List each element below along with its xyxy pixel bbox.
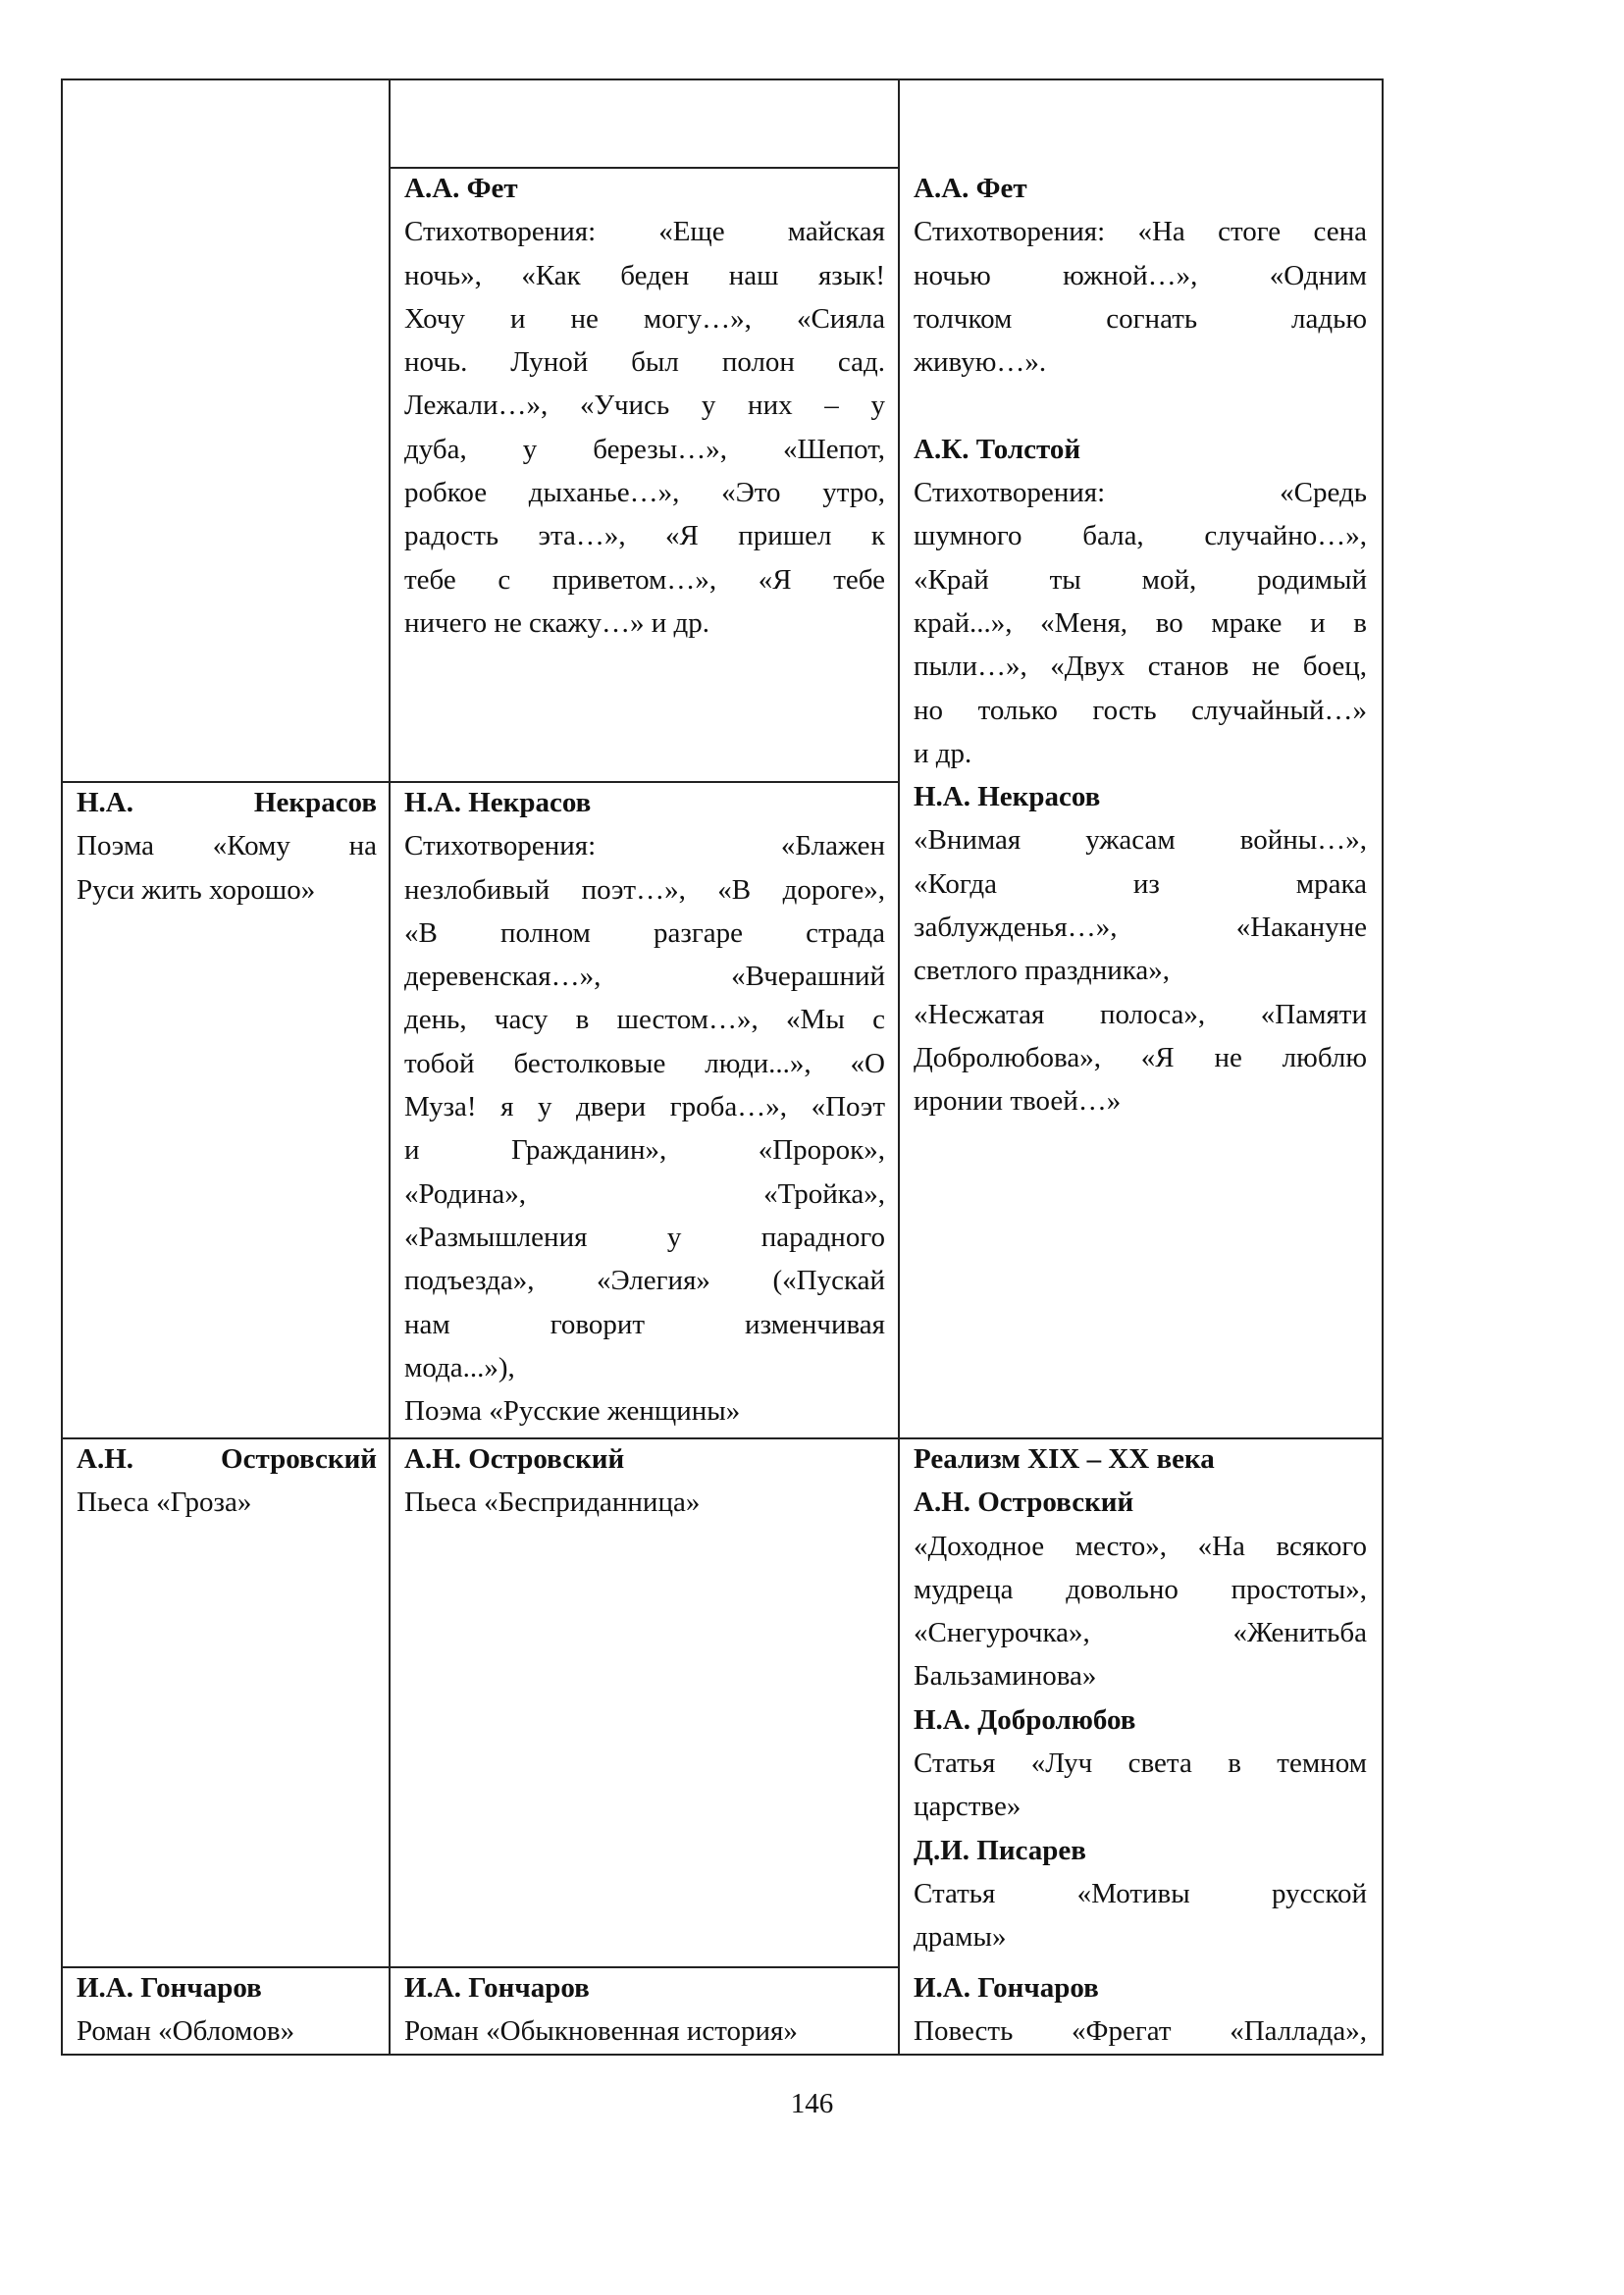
author-name: И.А. Гончаров xyxy=(914,1972,1099,2004)
work-line: Поэма «Кому на xyxy=(77,830,377,862)
work-line: «Доходное место», «На всякого xyxy=(914,1530,1367,1562)
work-line: Поэма «Русские женщины» xyxy=(404,1395,741,1428)
work-line: и др. xyxy=(914,737,972,769)
work-line: Бальзаминова» xyxy=(914,1660,1097,1693)
work-line: «Внимая ужасам войны…», xyxy=(914,824,1367,857)
work-line: нам говорит изменчивая xyxy=(404,1308,885,1340)
work-line: толчком согнать ладью xyxy=(914,302,1367,335)
work-line: робкое дыханье…», «Это утро, xyxy=(404,477,885,509)
work-line: Роман «Обломов» xyxy=(77,2015,295,2048)
work-line: Руси жить хорошо» xyxy=(77,873,316,906)
work-line: мудреца довольно простоты», xyxy=(914,1573,1367,1605)
work-line: Хочу и не могу…», «Сияла xyxy=(404,302,885,335)
work-line: радость эта…», «Я пришел к xyxy=(404,520,885,552)
col1-nekrasov-cell xyxy=(77,781,377,912)
spacer xyxy=(914,384,1367,427)
author-name: А.Н. Островский xyxy=(404,1443,625,1475)
work-line: «Родина», «Тройка», xyxy=(404,1177,885,1210)
table-border-col2 xyxy=(898,78,900,2056)
author-name: А.А. Фет xyxy=(404,173,518,204)
author-name: А.Н. Островский xyxy=(914,1487,1134,1519)
work-line: заблужденья…», «Накануне xyxy=(914,912,1367,944)
work-line: ничего не скажу…» и др. xyxy=(404,606,710,639)
work-line: живую…». xyxy=(914,346,1047,379)
work-line: Пьеса «Бесприданница» xyxy=(404,1487,701,1519)
work-line: Стихотворения: «Средь xyxy=(914,477,1367,509)
table-border-col1 xyxy=(389,78,391,2056)
author-name: А.К. Толстой xyxy=(914,433,1081,465)
col3-upper-cell xyxy=(914,167,1367,1123)
work-line: «Когда из мрака xyxy=(914,867,1367,900)
col1-ostrovsky-cell xyxy=(77,1437,377,1525)
work-line: Лежали…», «Учись у них – у xyxy=(404,390,885,422)
work-line: край...», «Меня, во мраке и в xyxy=(914,606,1367,639)
col2-goncharov-cell xyxy=(404,1966,885,2054)
work-line: «Снегурочка», «Женитьба xyxy=(914,1617,1367,1649)
work-line: царстве» xyxy=(914,1791,1022,1823)
work-line: «Несжатая полоса», «Памяти xyxy=(914,998,1367,1030)
col2-fet-cell xyxy=(404,167,885,645)
work-line: шумного бала, случайно…», xyxy=(914,520,1367,552)
literature-table xyxy=(61,78,1384,2056)
work-line: Роман «Обыкновенная история» xyxy=(404,2015,798,2048)
work-line: иронии твоей…» xyxy=(914,1085,1122,1118)
page-number: 146 xyxy=(790,2088,834,2119)
work-line: драмы» xyxy=(914,1921,1007,1954)
author-name: Н.А. Некрасов xyxy=(404,787,592,818)
author-name: Д.И. Писарев xyxy=(914,1834,1086,1866)
work-line: Добролюбова», «Я не люблю xyxy=(914,1041,1367,1073)
table-border-bottom xyxy=(61,2054,1384,2056)
work-line: дуба, у березы…», «Шепот, xyxy=(404,433,885,465)
col2-ostrovsky-cell xyxy=(404,1437,885,1525)
author-name: Н.А. Некрасов xyxy=(77,787,377,818)
table-border-left xyxy=(61,78,63,2056)
work-line: Статья «Мотивы русской xyxy=(914,1877,1367,1909)
author-name: Н.А. Некрасов xyxy=(914,781,1101,813)
author-name: Н.А. Добролюбов xyxy=(914,1703,1136,1736)
work-line: день, часу в шестом…», «Мы с xyxy=(404,1004,885,1036)
section-heading: Реализм XIX – XX века xyxy=(914,1443,1215,1475)
work-line: Пьеса «Гроза» xyxy=(77,1487,252,1519)
work-line: тобой бестолковые люди...», «О xyxy=(404,1047,885,1079)
work-line: Повесть «Фрегат «Паллада», xyxy=(914,2015,1367,2048)
work-line: Стихотворения: «На стоге сена xyxy=(914,216,1367,248)
work-line: незлобивый поэт…», «В дороге», xyxy=(404,873,885,906)
work-line: Муза! я у двери гроба…», «Поэт xyxy=(404,1091,885,1123)
work-line: Стихотворения: «Еще майская xyxy=(404,216,885,248)
work-line: «Край ты мой, родимый xyxy=(914,563,1367,596)
work-line: но только гость случайный…» xyxy=(914,694,1367,726)
work-line: Стихотворения: «Блажен xyxy=(404,830,885,862)
work-line: тебе с приветом…», «Я тебе xyxy=(404,563,885,596)
work-line: мода...»), xyxy=(404,1351,515,1383)
work-line: «Размышления у парадного xyxy=(404,1221,885,1253)
work-line: подъезда», «Элегия» («Пускай xyxy=(404,1265,885,1297)
work-line: пыли…», «Двух станов не боец, xyxy=(914,651,1367,683)
work-line: ночью южной…», «Одним xyxy=(914,259,1367,291)
col3-realism-cell xyxy=(914,1437,1367,1959)
work-line: и Гражданин», «Пророк», xyxy=(404,1134,885,1167)
work-line: ночь. Луной был полон сад. xyxy=(404,346,885,379)
table-border-top xyxy=(61,78,1384,80)
col2-nekrasov-cell xyxy=(404,781,885,1433)
author-name: А.А. Фет xyxy=(914,173,1027,204)
work-line: Статья «Луч света в темном xyxy=(914,1747,1367,1780)
col3-goncharov-cell xyxy=(914,1966,1367,2054)
author-name: И.А. Гончаров xyxy=(77,1972,262,2004)
author-name: И.А. Гончаров xyxy=(404,1972,590,2004)
work-line: деревенская…», «Вчерашний xyxy=(404,961,885,993)
col1-goncharov-cell xyxy=(77,1966,377,2054)
author-name: А.Н. Островский xyxy=(77,1443,377,1475)
table-border-right xyxy=(1382,78,1384,2056)
work-line: «В полном разгаре страда xyxy=(404,916,885,949)
work-line: светлого праздника», xyxy=(914,955,1170,987)
work-line: ночь», «Как беден наш язык! xyxy=(404,259,885,291)
